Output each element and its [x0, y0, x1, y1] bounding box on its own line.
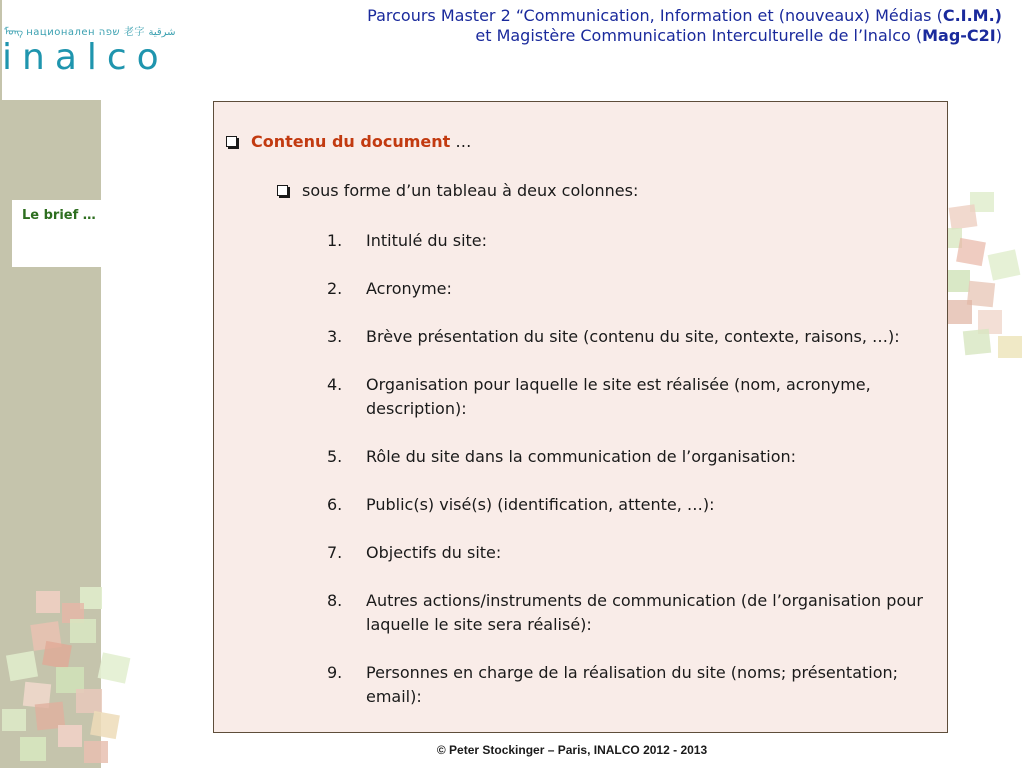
list-number: 9.	[327, 663, 343, 682]
list-item	[314, 229, 944, 253]
decorative-squares-left	[0, 585, 140, 768]
list-item	[314, 661, 944, 709]
header-line-1-text: Parcours Master 2 “Communication, Information et (nouveaux) Médias (	[367, 6, 943, 25]
header-line-1	[367, 6, 1002, 26]
list-number: 5.	[327, 447, 343, 466]
list-item	[314, 541, 944, 565]
content-heading: Contenu du document	[251, 132, 451, 151]
logo-scripts: ᠮᠣᠩ нациoнален שפה 老字 شرقية	[4, 27, 176, 38]
slide-header	[367, 6, 1002, 46]
list-item	[314, 325, 944, 349]
list-item	[314, 589, 944, 637]
list-number: 7.	[327, 543, 343, 562]
list-number: 6.	[327, 495, 343, 514]
list-number: 1.	[327, 231, 343, 250]
list-text: Objectifs du site:	[366, 543, 502, 562]
list-text: Public(s) visé(s) (identification, attente, …):	[366, 495, 715, 514]
list-text: Rôle du site dans la communication de l’organisation:	[366, 447, 797, 466]
list-text: Autres actions/instruments de communication (de l’organisation pour laquelle le site sera réalisé):	[366, 591, 923, 634]
header-cim: C.I.M.)	[942, 6, 1002, 25]
inalco-logo	[0, 20, 176, 78]
content-heading-suffix: …	[450, 132, 472, 151]
header-line-2	[367, 26, 1002, 46]
slide-footer: © Peter Stockinger – Paris, INALCO 2012 - 2013	[436, 743, 708, 757]
header-line-2-text: et Magistère Communication Interculturelle de l’Inalco (	[475, 26, 923, 45]
section-label: Le brief …	[22, 208, 96, 223]
list-text: Brève présentation du site (contenu du site, contexte, raisons, …):	[366, 327, 900, 346]
list-number: 4.	[327, 375, 343, 394]
list-item	[314, 277, 944, 301]
numbered-list	[314, 229, 944, 733]
header-line-2-suffix: )	[995, 26, 1002, 45]
content-subheading: sous forme d’un tableau à deux colonnes:	[302, 181, 639, 200]
square-bullet-icon	[226, 136, 237, 147]
list-text: Personnes en charge de la réalisation du site (noms; présentation; email):	[366, 663, 899, 706]
content-subheading-row	[277, 181, 638, 200]
list-item	[314, 493, 944, 517]
list-number: 8.	[327, 591, 343, 610]
content-heading-row	[226, 132, 471, 151]
header-magc2i: Mag-C2I	[922, 26, 996, 45]
logo-wordmark: inalco	[2, 37, 169, 78]
list-number: 2.	[327, 279, 343, 298]
content-panel	[213, 101, 948, 733]
list-text: Organisation pour laquelle le site est réalisée (nom, acronyme, description):	[366, 375, 871, 418]
decorative-squares-right	[940, 190, 1024, 360]
square-bullet-icon	[277, 185, 288, 196]
list-item	[314, 445, 944, 469]
section-label-box	[12, 200, 214, 267]
list-text: Acronyme:	[366, 279, 452, 298]
list-number: 3.	[327, 327, 343, 346]
list-text: Intitulé du site:	[366, 231, 488, 250]
list-item	[314, 373, 944, 421]
